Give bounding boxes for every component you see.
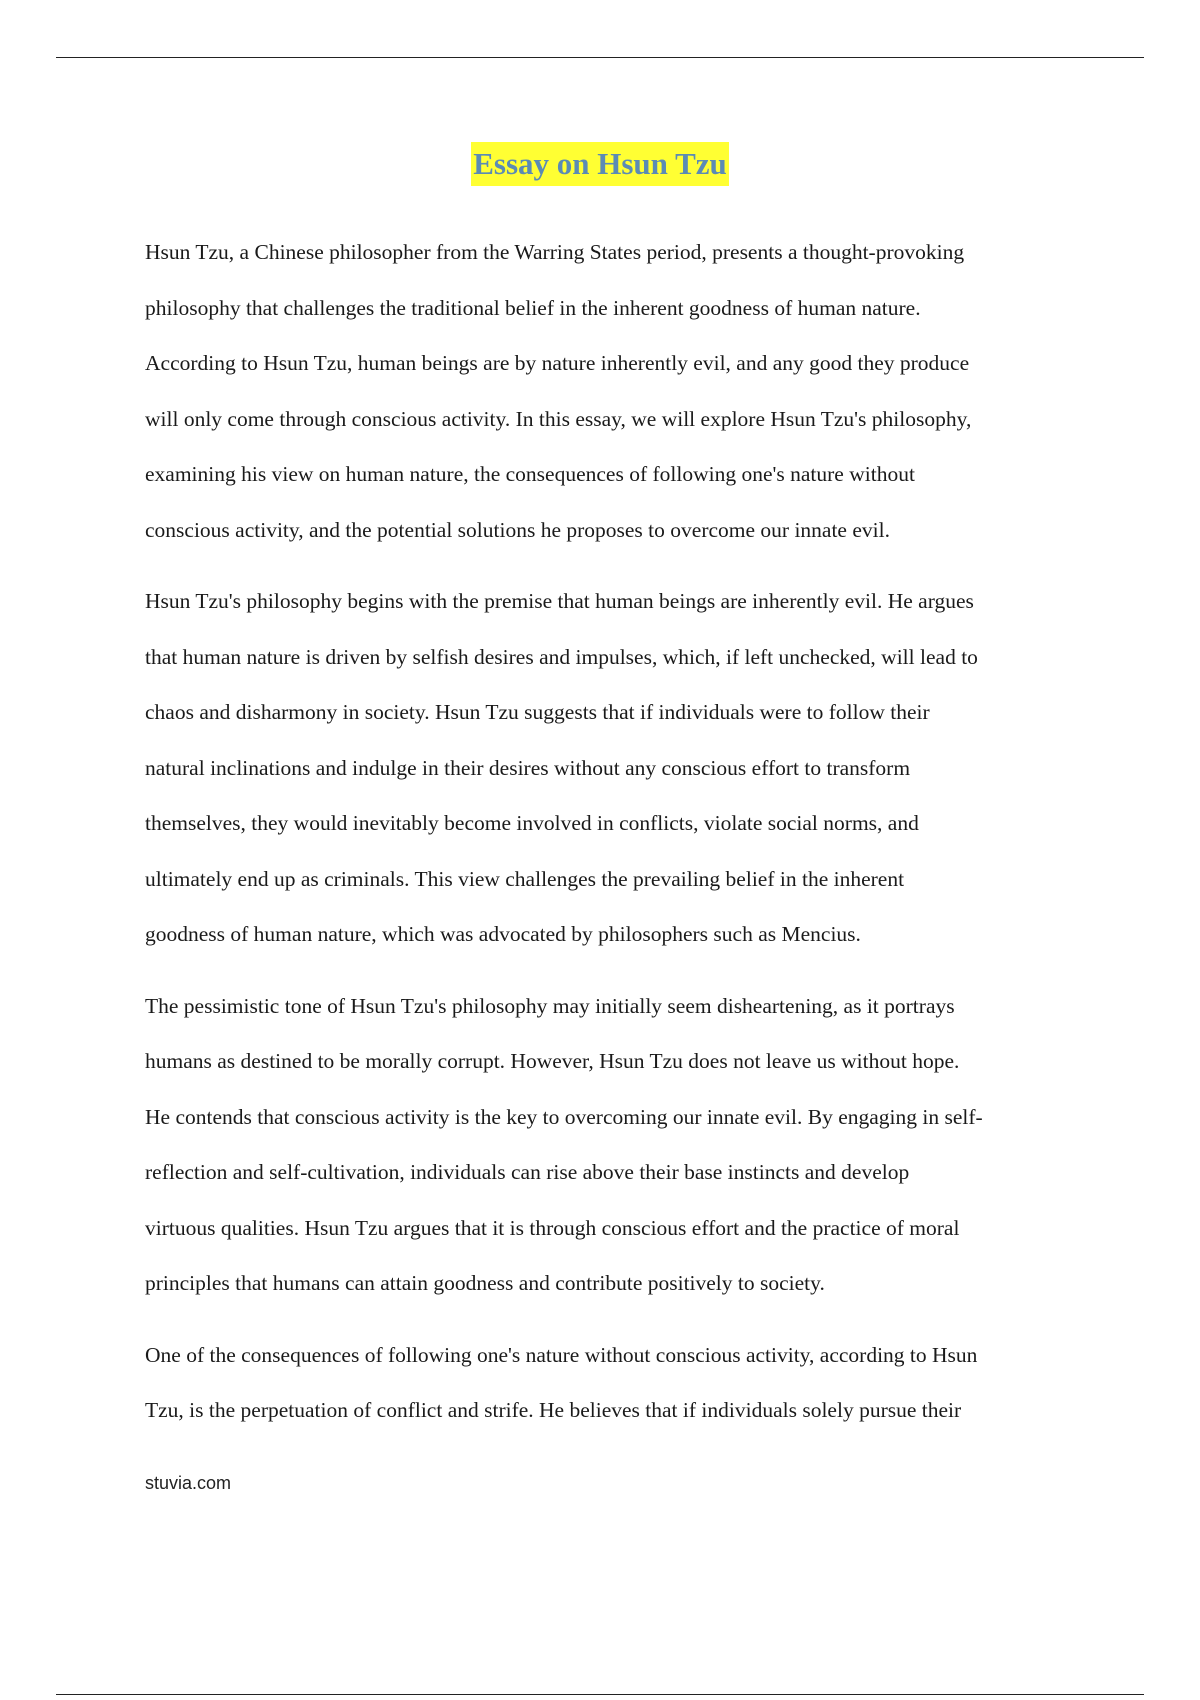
- paragraph-1: [145, 225, 1090, 558]
- paragraph-3: [145, 979, 1090, 1312]
- text-line: that human nature is driven by selfish desires and impulses, which, if left unchecked, will lead to: [145, 644, 978, 669]
- title-container: [0, 142, 1200, 186]
- text-line: conscious activity, and the potential solutions he proposes to overcome our innate evil.: [145, 517, 890, 542]
- text-line: examining his view on human nature, the consequences of following one's nature without: [145, 462, 915, 486]
- text-line: goodness of human nature, which was advocated by philosophers such as Mencius.: [145, 922, 861, 946]
- text-line: reflection and self-cultivation, individuals can rise above their base instincts and develop: [145, 1160, 910, 1184]
- paragraph-4: [145, 1328, 1090, 1439]
- text-line: principles that humans can attain goodness and contribute positively to society.: [145, 1271, 825, 1295]
- text-line: Hsun Tzu, a Chinese philosopher from the Warring States period, presents a thought-provoking: [145, 240, 965, 264]
- text-line: humans as destined to be morally corrupt. However, Hsun Tzu does not leave us without hope.: [145, 1049, 960, 1073]
- text-line: philosophy that challenges the traditional belief in the inherent goodness of human nature.: [145, 295, 921, 320]
- top-rule: [56, 57, 1144, 58]
- text-line: virtuous qualities. Hsun Tzu argues that it is through conscious effort and the practice of moral: [145, 1215, 960, 1240]
- text-line: He contends that conscious activity is the key to overcoming our innate evil. By engaging in self-: [145, 1104, 983, 1129]
- text-line: The pessimistic tone of Hsun Tzu's philosophy may initially seem disheartening, as it portrays: [145, 993, 955, 1018]
- text-line: One of the consequences of following one's nature without conscious activity, according to Hsun: [145, 1342, 978, 1367]
- essay-body: [145, 225, 1090, 1455]
- footer-watermark: stuvia.com: [145, 1473, 232, 1493]
- text-line: ultimately end up as criminals. This view challenges the prevailing belief in the inherent: [145, 866, 905, 891]
- text-line: themselves, they would inevitably become involved in conflicts, violate social norms, and: [145, 811, 919, 835]
- text-line: Tzu, is the perpetuation of conflict and strife. He believes that if individuals solely pursue their: [145, 1398, 962, 1422]
- text-line: According to Hsun Tzu, human beings are by nature inherently evil, and any good they produce: [145, 351, 970, 375]
- text-line: chaos and disharmony in society. Hsun Tzu suggests that if individuals were to follow their: [145, 700, 930, 724]
- bottom-rule: [56, 1694, 1144, 1695]
- text-line: will only come through conscious activity. In this essay, we will explore Hsun Tzu's philosophy,: [145, 406, 972, 431]
- paragraph-2: [145, 574, 1090, 963]
- text-line: Hsun Tzu's philosophy begins with the premise that human beings are inherently evil. He argues: [145, 589, 974, 613]
- text-line: natural inclinations and indulge in their desires without any conscious effort to transform: [145, 755, 911, 780]
- document-title: Essay on Hsun Tzu: [471, 142, 729, 186]
